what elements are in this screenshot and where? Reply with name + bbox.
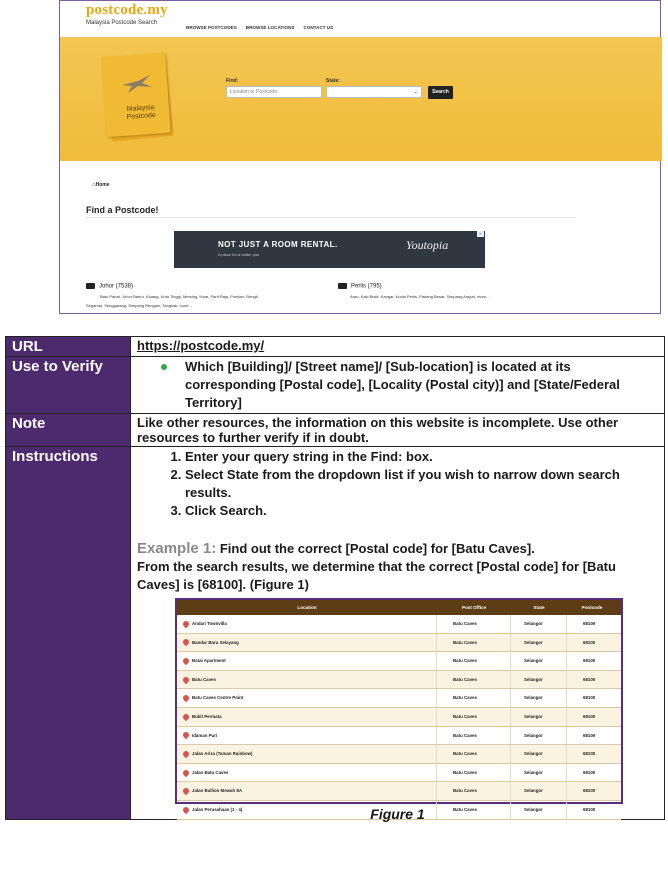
- map-pin-icon: [182, 620, 190, 628]
- cell-text: Bandar Baru Selayang: [192, 639, 239, 645]
- cell-text: 68100: [583, 788, 596, 794]
- table-row[interactable]: [177, 615, 621, 634]
- site-logo[interactable]: [86, 2, 168, 26]
- cell-text: Selangor: [524, 769, 543, 775]
- nav-browse-postcodes[interactable]: BROWSE POSTCODES: [186, 25, 237, 30]
- figure-wrapper: [137, 594, 658, 822]
- post-office-cell: [437, 745, 511, 763]
- cell-text: 68100: [583, 639, 596, 645]
- map-pin-icon: [182, 694, 190, 702]
- location-cell: [177, 745, 437, 763]
- note-text: Like other resources, the information on this website is incomplete. Use other resources to further verify if in doubt.: [131, 414, 665, 447]
- cell-text: Jalan Perusahaan (1 - 4): [192, 806, 243, 812]
- map-pin-icon: [182, 731, 190, 739]
- cell-text: 68100: [583, 751, 596, 757]
- site-header: [60, 1, 660, 37]
- table-row[interactable]: [177, 652, 621, 671]
- state-link-johor[interactable]: [86, 283, 133, 290]
- postcode-cell: [567, 615, 617, 633]
- postcode-book-illustration: [104, 55, 170, 137]
- car-icon: [86, 283, 95, 289]
- cell-text: Batu Caves: [453, 713, 477, 719]
- state-cell: [511, 764, 567, 782]
- postcode-cell: [567, 634, 617, 652]
- cell-text: Jalan Bullion Mewah 8A: [192, 788, 243, 794]
- cell-text: Batai Apartment: [192, 658, 226, 664]
- post-office-cell: [437, 708, 511, 726]
- postcode-cell: [567, 745, 617, 763]
- header-post-office: Post Office: [461, 605, 487, 610]
- postcode-cell: [567, 782, 617, 800]
- verify-list: [137, 358, 658, 412]
- table-row[interactable]: [177, 745, 621, 764]
- location-cell: [177, 671, 437, 689]
- url-link[interactable]: https://postcode.my/: [137, 338, 265, 353]
- cell-text: Idaman Puri: [192, 732, 218, 738]
- home-icon: ⌂: [92, 182, 96, 188]
- post-office-cell: [437, 634, 511, 652]
- header-postcode: Postcode: [581, 605, 603, 610]
- page-title: Find a Postcode!: [86, 205, 159, 215]
- post-office-cell: [437, 782, 511, 800]
- nav-browse-locations[interactable]: BROWSE LOCATIONS: [245, 25, 295, 30]
- towns-line: Arau, Kaki Bukit, Kangar, Kuala Perlis, Padang Besar, Simpang Ampat, more...: [350, 294, 490, 299]
- cell-text: Selangor: [524, 751, 543, 757]
- ad-brand: Youtopia: [406, 238, 449, 252]
- step-3: 3. Click Search.: [185, 502, 658, 520]
- map-pin-icon: [182, 657, 190, 665]
- table-row[interactable]: [177, 727, 621, 746]
- state-name: Perlis (795): [351, 283, 382, 290]
- book-title: Malaysia Postcode: [126, 104, 157, 122]
- verify-cell: [131, 357, 665, 414]
- cell-text: 68100: [583, 806, 596, 812]
- state-cell: [511, 708, 567, 726]
- cell-text: 68100: [583, 732, 596, 738]
- cell-text: Batu Caves: [453, 751, 477, 757]
- post-office-cell: [437, 689, 511, 707]
- bird-icon: [120, 73, 154, 95]
- divider: [86, 217, 576, 218]
- header-location: Location: [297, 605, 317, 610]
- instruction-steps: [137, 448, 658, 520]
- postcode-cell: [567, 689, 617, 707]
- cell-text: Batu Caves: [192, 676, 216, 682]
- logo-subtitle: Malaysia Postcode Search: [86, 20, 158, 26]
- instructions-cell: [131, 447, 665, 820]
- logo-text: postcode.my: [86, 2, 168, 18]
- table-row[interactable]: [177, 671, 621, 690]
- state-cell: [511, 615, 567, 633]
- step-1: 1. Enter your query string in the Find: box.: [185, 448, 658, 466]
- location-cell: [177, 615, 437, 633]
- table-row[interactable]: [177, 764, 621, 783]
- towns-perlis[interactable]: [350, 292, 489, 301]
- cell-text: Selangor: [524, 732, 543, 738]
- step-2: 2. Select State from the dropdown list if you wish to narrow down search results.: [185, 466, 658, 502]
- hero-banner: [60, 37, 662, 161]
- state-cell: [511, 634, 567, 652]
- cell-text: Batu Caves: [453, 658, 477, 664]
- example-text: Find out the correct [Postal code] for [Batu Caves].: [216, 541, 535, 556]
- url-label: URL: [6, 337, 131, 357]
- map-pin-icon: [182, 787, 190, 795]
- state-label: State:: [326, 78, 340, 84]
- find-label: Find:: [226, 78, 239, 84]
- cell-text: Selangor: [524, 658, 543, 664]
- cell-text: Selangor: [524, 639, 543, 645]
- postcode-cell: [567, 727, 617, 745]
- cell-text: 68100: [583, 676, 596, 682]
- location-cell: [177, 689, 437, 707]
- towns-line: Segamat, Senggarang, Simpang Rengam, Tangkak, more...: [86, 303, 192, 308]
- location-cell: [177, 634, 437, 652]
- header-state: State: [533, 605, 545, 610]
- cell-text: Batu Caves Centre Point: [192, 695, 244, 701]
- cell-text: Andari Townvilla: [192, 621, 227, 626]
- table-row[interactable]: [177, 634, 621, 653]
- example-block: [137, 540, 658, 594]
- state-name: Johor (7538): [99, 283, 134, 290]
- post-office-cell: [437, 764, 511, 782]
- cell-text: Batu Caves: [453, 676, 477, 682]
- postcode-cell: [567, 764, 617, 782]
- location-cell: [177, 727, 437, 745]
- results-header: [177, 600, 621, 615]
- postcode-cell: [567, 708, 617, 726]
- example-label: Example 1:: [137, 540, 217, 557]
- cell-text: Batu Caves: [453, 806, 477, 812]
- ad-headline: NOT JUST A ROOM RENTAL.: [218, 240, 338, 249]
- cell-text: 68100: [583, 695, 596, 701]
- cell-text: Jalan Batu Caves: [192, 769, 229, 775]
- cell-text: Batu Caves: [453, 732, 477, 738]
- verify-label: Use to Verify: [6, 357, 131, 414]
- state-cell: [511, 745, 567, 763]
- search-button[interactable]: Search: [428, 86, 453, 99]
- state-cell: [511, 782, 567, 800]
- cell-text: 68100: [583, 621, 596, 626]
- cell-text: 68100: [583, 769, 596, 775]
- location-cell: [177, 708, 437, 726]
- map-pin-icon: [182, 768, 190, 776]
- advertisement-banner[interactable]: [174, 231, 485, 268]
- car-icon: [338, 283, 347, 289]
- chevron-down-icon: ⌄: [413, 89, 418, 95]
- verify-item: Which [Building]/ [Street name]/ [Sub-location] is located at its corresponding [Postal code], [Locality (Postal city)] and [State/Federal Territory]: [185, 358, 658, 412]
- post-office-cell: [437, 615, 511, 633]
- note-label: Note: [6, 414, 131, 447]
- table-row[interactable]: [177, 708, 621, 727]
- find-input[interactable]: Location or Postcode: [226, 86, 322, 98]
- url-cell: [131, 337, 665, 357]
- postcode-cell: [567, 652, 617, 670]
- cell-text: Selangor: [524, 713, 543, 719]
- towns-johor-2[interactable]: [86, 301, 192, 310]
- location-cell: [177, 782, 437, 800]
- breadcrumb-home: Home: [95, 182, 110, 188]
- post-office-cell: [437, 727, 511, 745]
- main-nav: [186, 25, 333, 30]
- figure-caption: Figure 1: [370, 806, 425, 822]
- state-select[interactable]: [326, 86, 422, 98]
- cell-text: Selangor: [524, 695, 543, 701]
- state-cell: [511, 652, 567, 670]
- post-office-cell: [437, 671, 511, 689]
- state-cell: [511, 671, 567, 689]
- instructions-label: Instructions: [6, 447, 131, 820]
- table-row[interactable]: [177, 782, 621, 801]
- example-result: From the search results, we determine that the correct [Postal code] for [Batu Caves] is [68100]. (Figure 1): [137, 559, 616, 592]
- towns-line: Batu Pahat, Johor Bahru, Kluang, Kota Tinggi, Mersing, Muar, Parit Raja, Pontian, Rengit,: [100, 294, 259, 299]
- results-body: [177, 615, 621, 820]
- table-row[interactable]: [177, 689, 621, 708]
- map-pin-icon: [182, 675, 190, 683]
- towns-johor[interactable]: [100, 292, 259, 301]
- state-cell: [511, 689, 567, 707]
- website-screenshot: [59, 0, 661, 314]
- location-cell: [177, 764, 437, 782]
- cell-text: Batu Caves: [453, 695, 477, 701]
- cell-text: Batu Caves: [453, 769, 477, 775]
- map-pin-icon: [182, 750, 190, 758]
- cell-text: Selangor: [524, 788, 543, 794]
- cell-text: Jalan Ariza (Taman Rainbow): [192, 751, 253, 757]
- ad-close-icon[interactable]: X: [477, 231, 484, 237]
- state-link-perlis[interactable]: [338, 283, 382, 290]
- search-results-figure: [175, 598, 623, 812]
- location-cell: [177, 652, 437, 670]
- ad-tagline: A place for a better you: [218, 252, 260, 257]
- cell-text: 68100: [583, 658, 596, 664]
- cell-text: Batu Caves: [453, 621, 477, 626]
- nav-contact-us[interactable]: CONTACT US: [303, 25, 334, 30]
- cell-text: Selangor: [524, 676, 543, 682]
- cell-text: Selangor: [524, 621, 543, 626]
- cell-text: 68100: [583, 713, 596, 719]
- state-cell: [511, 727, 567, 745]
- postcode-cell: [567, 671, 617, 689]
- cell-text: Batu Caves: [453, 788, 477, 794]
- map-pin-icon: [182, 713, 190, 721]
- map-pin-icon: [182, 638, 190, 646]
- breadcrumb[interactable]: [92, 182, 110, 188]
- post-office-cell: [437, 652, 511, 670]
- cell-text: Bukit Permata: [192, 713, 222, 719]
- cell-text: Selangor: [524, 806, 543, 812]
- resource-info-table: [5, 336, 665, 820]
- cell-text: Batu Caves: [453, 639, 477, 645]
